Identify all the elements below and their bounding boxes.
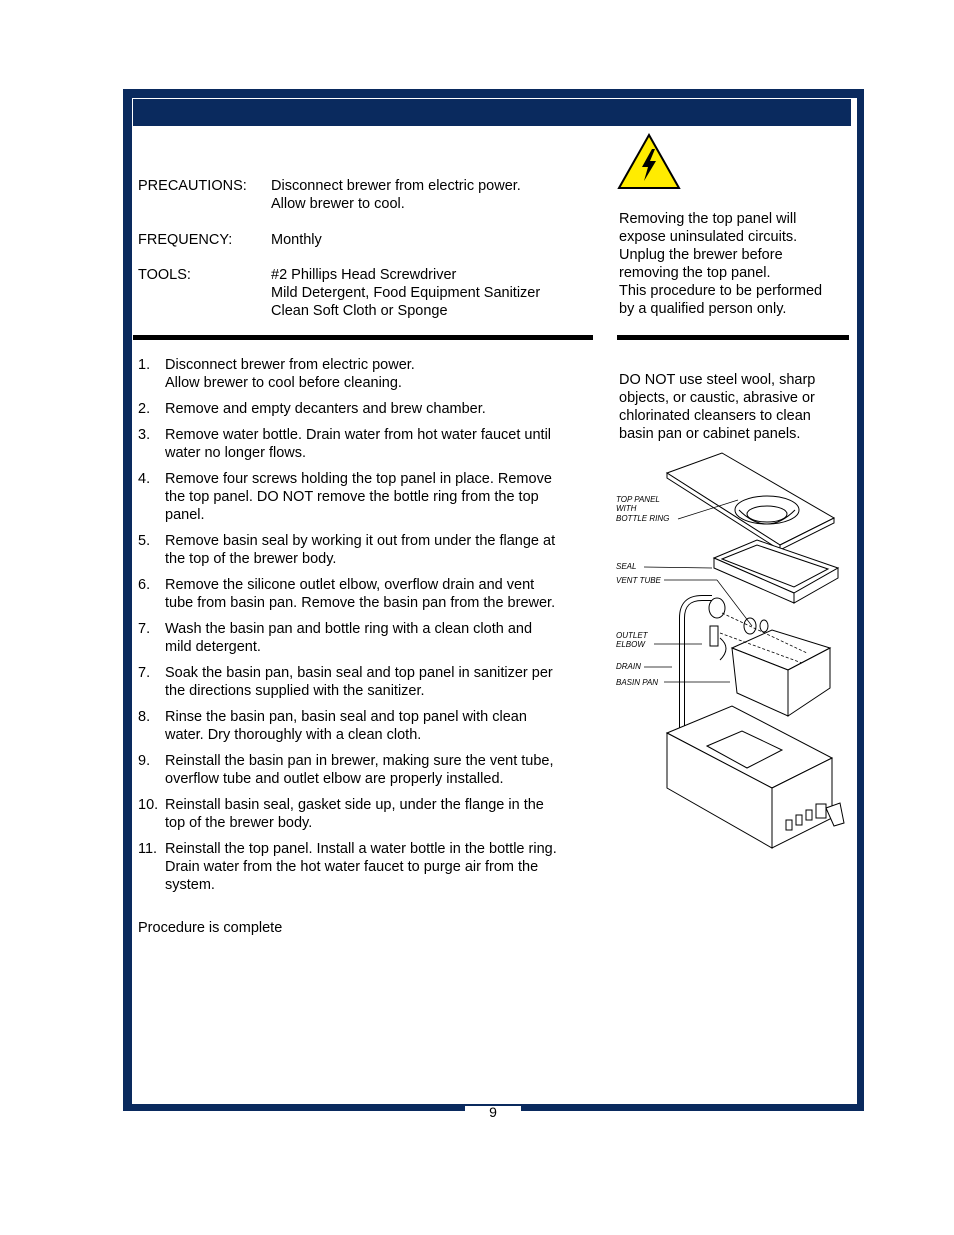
step-number: 2. xyxy=(138,401,151,417)
page-number: 9 xyxy=(489,1104,497,1120)
step-line: Allow brewer to cool before cleaning. xyxy=(165,375,402,391)
electrical-hazard-icon xyxy=(617,133,681,190)
step-line: the top panel. DO NOT remove the bottle ring from the top xyxy=(165,489,539,505)
warning-text xyxy=(619,210,851,318)
step-number: 11. xyxy=(138,841,158,857)
basin-pan-drawing xyxy=(732,630,830,716)
step-line: water. Dry thoroughly with a clean cloth. xyxy=(165,727,422,743)
procedure-step xyxy=(138,708,598,744)
step-number: 8. xyxy=(138,709,151,725)
precautions-line-2: Allow brewer to cool. xyxy=(271,196,405,212)
step-line: Reinstall the basin pan in brewer, making sure the vent tube, xyxy=(165,753,554,769)
step-line: panel. xyxy=(165,507,205,523)
step-line: top of the brewer body. xyxy=(165,815,313,831)
caution-line: chlorinated cleansers to clean xyxy=(619,408,811,424)
frequency-value: Monthly xyxy=(271,232,322,248)
basin-seal-drawing xyxy=(714,540,838,603)
procedure-step xyxy=(138,752,598,788)
bottom-bar-left xyxy=(123,1104,465,1111)
step-number: 6. xyxy=(138,577,151,593)
step-line: tube from basin pan. Remove the basin pan from the brewer. xyxy=(165,595,556,611)
procedure-complete-text: Procedure is complete xyxy=(138,920,283,936)
step-number: 10. xyxy=(138,797,159,813)
step-line: overflow tube and outlet elbow are properly installed. xyxy=(165,771,504,787)
caution-line: DO NOT use steel wool, sharp xyxy=(619,372,816,388)
warning-line: by a qualified person only. xyxy=(619,301,787,317)
step-line: Reinstall the top panel. Install a water bottle in the bottle ring. xyxy=(165,841,557,857)
top-panel-drawing xyxy=(667,453,834,550)
procedure-step xyxy=(138,664,598,700)
step-line: Disconnect brewer from electric power. xyxy=(165,357,415,373)
procedure-step xyxy=(138,470,598,524)
step-line: Reinstall basin seal, gasket side up, under the flange in the xyxy=(165,797,544,813)
step-line: Remove the silicone outlet elbow, overflow drain and vent xyxy=(165,577,535,593)
step-line: mild detergent. xyxy=(165,639,261,655)
diagram-label-outlet: ELBOW xyxy=(616,640,645,649)
frequency-label: FREQUENCY: xyxy=(138,232,233,248)
procedure-step xyxy=(138,356,598,392)
procedure-steps xyxy=(138,356,598,902)
diagram-label-top-panel: BOTTLE RING xyxy=(616,514,670,523)
warning-line: This procedure to be performed xyxy=(619,283,823,299)
step-line: the directions supplied with the sanitizer. xyxy=(165,683,425,699)
procedure-step xyxy=(138,426,598,462)
procedure-step xyxy=(138,532,598,568)
diagram-label-vent-tube: VENT TUBE xyxy=(616,576,661,585)
diagram-label-top-panel: WITH xyxy=(616,504,637,513)
brewer-body-drawing xyxy=(667,706,844,848)
warning-line: expose uninsulated circuits. xyxy=(619,229,798,245)
procedure-step xyxy=(138,840,598,894)
section-header-bar xyxy=(133,99,851,126)
step-line: Rinse the basin pan, basin seal and top panel with clean xyxy=(165,709,527,725)
step-number: 9. xyxy=(138,753,151,769)
step-line: Remove four screws holding the top panel in place. Remove xyxy=(165,471,552,487)
diagram-label-top-panel: TOP PANEL xyxy=(616,495,660,504)
tools-line-3: Clean Soft Cloth or Sponge xyxy=(271,303,448,319)
step-line: Soak the basin pan, basin seal and top panel in sanitizer per xyxy=(165,665,553,681)
right-divider-rule xyxy=(617,335,849,340)
precautions-label: PRECAUTIONS: xyxy=(138,178,247,194)
diagram-label-basin-pan: BASIN PAN xyxy=(616,678,659,687)
tools-line-2: Mild Detergent, Food Equipment Sanitizer xyxy=(271,285,541,301)
step-number: 3. xyxy=(138,427,151,443)
procedure-step xyxy=(138,400,598,418)
procedure-step xyxy=(138,620,598,656)
bottom-bar-right xyxy=(521,1104,864,1111)
procedure-step xyxy=(138,796,598,832)
step-line: Wash the basin pan and bottle ring with a clean cloth and xyxy=(165,621,533,637)
step-number: 5. xyxy=(138,533,151,549)
caution-text xyxy=(619,371,851,443)
step-number: 7. xyxy=(138,621,151,637)
step-number: 1. xyxy=(138,357,151,373)
procedure-step xyxy=(138,576,598,612)
precautions-line-1: Disconnect brewer from electric power. xyxy=(271,178,521,194)
left-divider-rule xyxy=(133,335,593,340)
diagram-label-seal: SEAL xyxy=(616,562,637,571)
exploded-parts-diagram xyxy=(612,448,857,880)
caution-line: basin pan or cabinet panels. xyxy=(619,426,801,442)
warning-line: removing the top panel. xyxy=(619,265,771,281)
warning-line: Unplug the brewer before xyxy=(619,247,783,263)
step-line: the top of the brewer body. xyxy=(165,551,337,567)
diagram-label-outlet: OUTLET xyxy=(616,631,648,640)
caution-line: objects, or caustic, abrasive or xyxy=(619,390,815,406)
step-line: water no longer flows. xyxy=(165,445,307,461)
step-number: 7. xyxy=(138,665,151,681)
step-line: system. xyxy=(165,877,215,893)
step-line: Drain water from the hot water faucet to purge air from the xyxy=(165,859,539,875)
warning-line: Removing the top panel will xyxy=(619,211,797,227)
step-line: Remove and empty decanters and brew chamber. xyxy=(165,401,486,417)
tools-label: TOOLS: xyxy=(138,267,191,283)
step-line: Remove basin seal by working it out from under the flange at xyxy=(165,533,556,549)
step-line: Remove water bottle. Drain water from hot water faucet until xyxy=(165,427,552,443)
tools-line-1: #2 Phillips Head Screwdriver xyxy=(271,267,457,283)
diagram-label-drain: DRAIN xyxy=(616,662,641,671)
step-number: 4. xyxy=(138,471,151,487)
